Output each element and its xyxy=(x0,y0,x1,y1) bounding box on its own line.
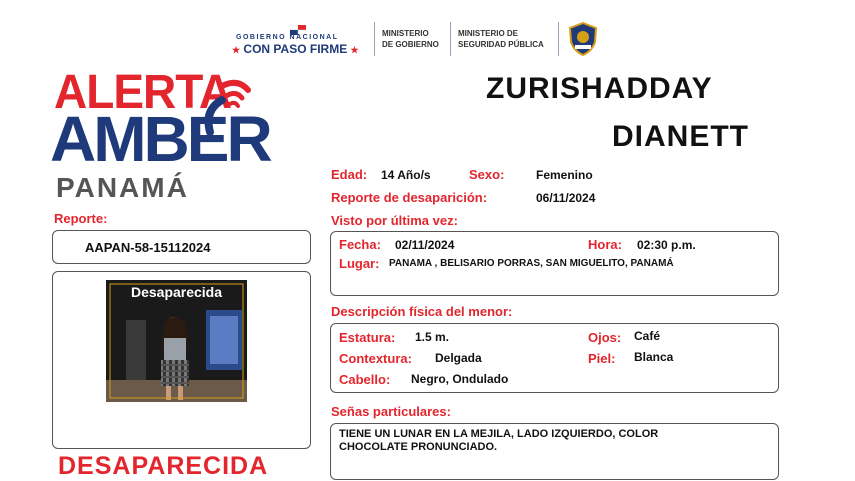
lugar-label: Lugar: xyxy=(339,256,380,271)
gov-slogan-text: CON PASO FIRME xyxy=(243,42,348,56)
gov-header xyxy=(232,18,612,60)
ministry-seguridad-line2: SEGURIDAD PÚBLICA xyxy=(458,40,544,49)
descripcion-section-label: Descripción física del menor: xyxy=(331,304,513,319)
estatura-label: Estatura: xyxy=(339,330,396,345)
security-seal-icon xyxy=(568,22,598,56)
visto-section-label: Visto por última vez: xyxy=(331,213,458,228)
photo-box xyxy=(52,271,311,449)
contextura-label: Contextura: xyxy=(339,351,412,366)
sexo-value: Femenino xyxy=(536,168,593,182)
piel-value: Blanca xyxy=(634,350,674,364)
piel-label: Piel: xyxy=(588,351,616,366)
contextura-value: Delgada xyxy=(435,351,482,365)
status-banner: DESAPARECIDA xyxy=(58,452,269,480)
reporte-desaparicion-value: 06/11/2024 xyxy=(536,191,596,205)
senas-text-line1: TIENE UN LUNAR EN LA MEJILA, LADO IZQUIERDO, COLOR xyxy=(339,428,659,440)
senas-box xyxy=(330,423,779,480)
logo-panama-text: PANAMÁ xyxy=(56,172,189,203)
reporte-value: AAPAN-58-15112024 xyxy=(85,240,211,255)
lugar-value: PANAMA , BELISARIO PORRAS, SAN MIGUELITO, PANAMÁ xyxy=(389,258,674,269)
reporte-desaparicion-label: Reporte de desaparición: xyxy=(331,190,488,205)
ministry-gobierno-line2: DE GOBIERNO xyxy=(382,40,439,49)
header-divider xyxy=(450,22,451,56)
missing-person-photo xyxy=(106,280,247,402)
senas-text-line2: CHOCOLATE PRONUNCIADO. xyxy=(339,441,498,453)
estatura-value: 1.5 m. xyxy=(415,330,450,344)
hora-label: Hora: xyxy=(588,237,622,252)
edad-value: 14 Año/s xyxy=(381,168,431,182)
ojos-value: Café xyxy=(634,329,661,343)
ojos-label: Ojos: xyxy=(588,330,622,345)
missing-first-name: ZURISHADDAY xyxy=(486,72,713,105)
gov-small-text: GOBIERNO NACIONAL xyxy=(236,34,339,41)
fecha-value: 02/11/2024 xyxy=(395,238,455,252)
descripcion-box xyxy=(330,323,779,393)
missing-second-name: DIANETT xyxy=(612,120,749,153)
ministry-gobierno-line1: MINISTERIO xyxy=(382,29,429,38)
cabello-value: Negro, Ondulado xyxy=(411,372,509,386)
ministry-seguridad-line1: MINISTERIO DE xyxy=(458,29,519,38)
amber-alert-logo xyxy=(50,63,270,208)
logo-amber-text: AMBER xyxy=(50,103,270,175)
sexo-label: Sexo: xyxy=(469,167,505,182)
header-divider xyxy=(374,22,375,56)
reporte-label: Reporte: xyxy=(54,211,108,226)
logo-alerta-text: ALERTA xyxy=(54,63,232,119)
gov-slogan: ★ CON PASO FIRME ★ xyxy=(232,42,359,56)
hora-value: 02:30 p.m. xyxy=(637,238,696,252)
ministry-gobierno xyxy=(382,28,439,50)
photo-caption: Desaparecida xyxy=(130,284,223,300)
visto-box xyxy=(330,231,779,296)
fecha-label: Fecha: xyxy=(339,237,381,252)
reporte-box xyxy=(52,230,311,264)
ministry-seguridad xyxy=(458,28,544,50)
cabello-label: Cabello: xyxy=(339,372,391,387)
header-divider xyxy=(558,22,559,56)
edad-label: Edad: xyxy=(331,167,368,182)
senas-section-label: Señas particulares: xyxy=(331,404,451,419)
panama-flag-icon xyxy=(290,22,306,32)
